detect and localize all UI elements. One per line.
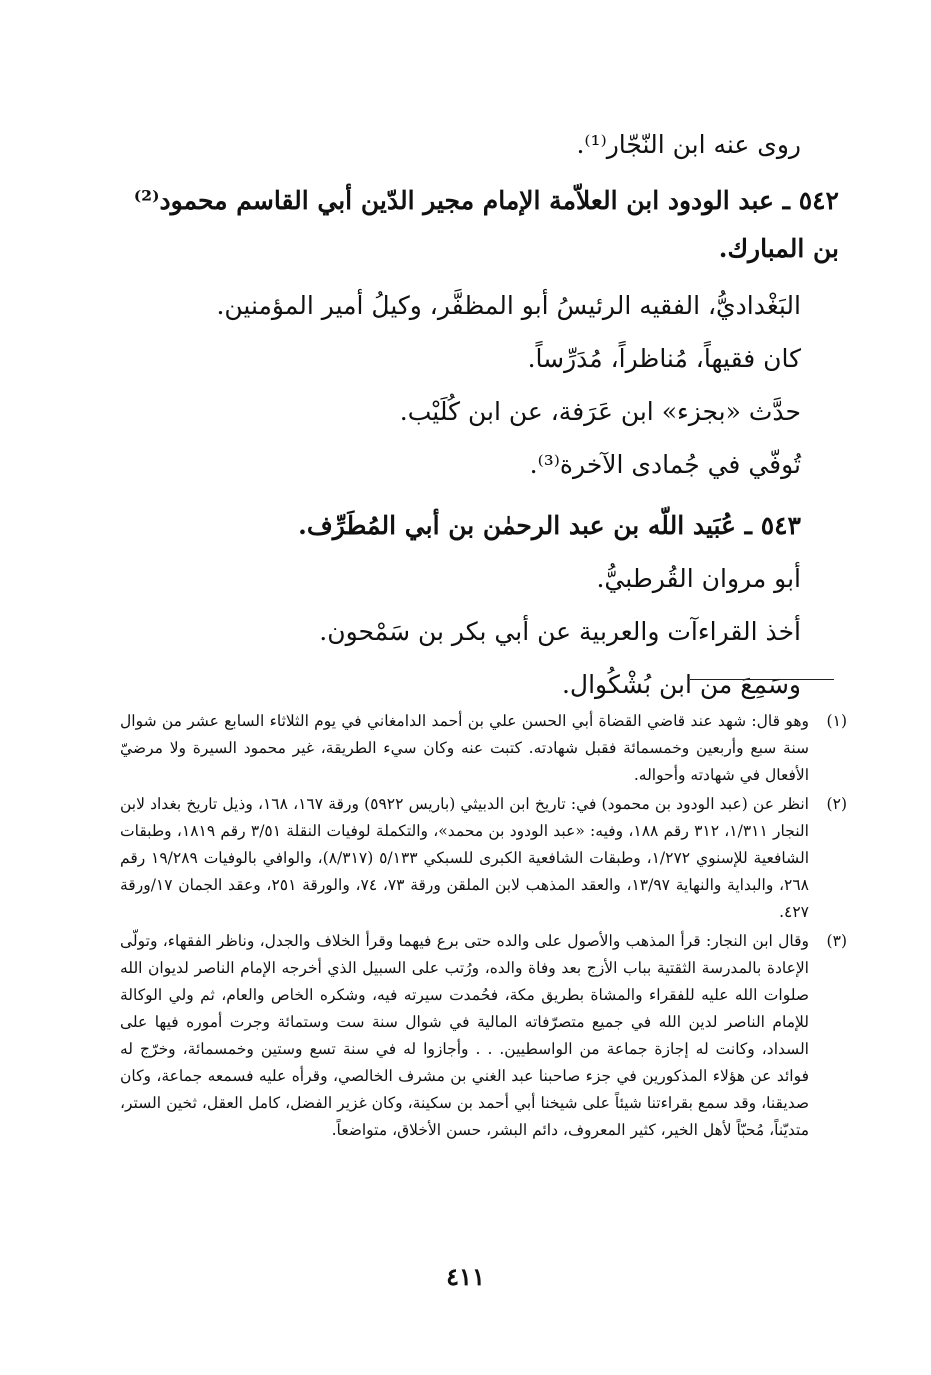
entry-542-line-4: تُوفّي في جُمادى الآخرة⁽³⁾.	[529, 450, 801, 479]
entry-543-heading: ٥٤٣ ـ عُبَيد اللّه بن عبد الرحمٰن بن أبي المُطَرِّف.	[298, 511, 801, 540]
footnotes-block	[120, 708, 847, 1146]
footnote-1	[120, 708, 847, 789]
narration-line: روى عنه ابن النّجّار⁽¹⁾.	[576, 130, 801, 159]
footnote-number: (٣)	[826, 932, 847, 950]
footnote-number: (٢)	[826, 795, 847, 813]
page-number: ٤١١	[446, 1262, 485, 1291]
footnote-2	[120, 791, 847, 926]
footnote-number: (١)	[826, 712, 847, 730]
entry-542-line-1: البَغْداديُّ، الفقيه الرئيسُ أبو المظفَّر، وكيلُ أمير المؤمنين.	[216, 291, 801, 320]
entry-542-line-3: حدَّث «بجزء» ابن عَرَفة، عن ابن كُلَيْب.	[399, 397, 801, 426]
footnote-text: وهو قال: شهد عند قاضي القضاة أبي الحسن علي بن أحمد الدامغاني في يوم الثلاثاء السابع عشر من شوال سنة سبع وأربعين وخمسمائة فقبل شهادته. كتبت عنه وكان سيء الطريقة، غير محمود السيرة ولا مرضيّ الأفعال في شهادته وأحواله.	[120, 712, 809, 784]
entry-543-line-2: أخذ القراءآت والعربية عن أبي بكر بن سَمْحون.	[319, 617, 801, 646]
entry-543-line-3: وسَمِعَ من ابن بُشْكُوال.	[561, 670, 801, 699]
entry-542-line-2: كان فقيهاً، مُناظراً، مُدَرِّساً.	[527, 344, 801, 373]
footnote-text: انظر عن (عبد الودود بن محمود) في: تاريخ ابن الدبيثي (باريس ٥٩٢٢) ورقة ١٦٧، ١٦٨، وذيل تاريخ بغداد لابن النجار ١/٣١١، ٣١٢ رقم ١٨٨، وفيه: «عبد الودود بن محمد»، والتكملة لوفيات النقلة ٣/٥١ رقم ١٨١٩، وطبقات الشافعية للإسنوي ١/٢٧٢، وطبقات الشافعية الكبرى للسبكي ٥/١٣٣ (٨/٣١٧)، والوافي بالوفيات ١٩/٢٨٩ رقم ٢٦٨، والبداية والنهاية ١٣/٩٧، والعقد المذهب لابن الملقن ورقة ٧٣، ٧٤، والورقة ٢٥١، وعقد الجمان ١٧/ورقة ٤٢٧.	[120, 795, 809, 921]
footnote-text: وقال ابن النجار: قرأ المذهب والأصول على والده حتى برع فيهما وقرأ الخلاف والجدل، وناظر الفقهاء، وتولّى الإعادة بالمدرسة الثقتية بباب الأزج بعد وفاة والده، ورُتب على السبيل الذي أخرجه الإمام الناصر لديوان الله صلوات الله عليه للفقراء والمشاة بطريق مكة، فحُمدت سيرته فيه، وشكره الخاص والعام، ثم ولي الوكالة للإمام الناصر لدين الله في جميع متصرّفاته المالية في شوال سنة ست وستمائة وجرت أموره فيها على السداد، وكانت له إجازة جماعة من الواسطيين. . . وأجازوا له في سنة تسع وستين وخمسمائة، وخرّج له فوائد عن هؤلاء المذكورين في جزء صاحبنا عبد الغني بن مشرف الخالصي، وقرأه عليه فسمعه جماعة، وكان صديقنا، وقد سمع بقراءتنا شيئاً على شيخنا أبي أحمد بن سكينة، وكان غزير الفضل، كامل العقل، ثخين الستر، متديّناً، مُحبّاً لأهل الخير، كثير المعروف، دائم البشر، حسن الأخلاق، متواضعاً.	[120, 932, 809, 1139]
entry-543-line-1: أبو مروان القُرطبيُّ.	[596, 564, 801, 593]
footnote-separator	[690, 679, 834, 680]
footnote-3	[120, 928, 847, 1144]
entry-542-heading: ٥٤٢ ـ عبد الودود ابن العلاّمة الإمام مجير الدّين أبي القاسم محمود⁽²⁾ بن المبارك.	[133, 186, 839, 263]
main-text-block	[110, 118, 839, 711]
